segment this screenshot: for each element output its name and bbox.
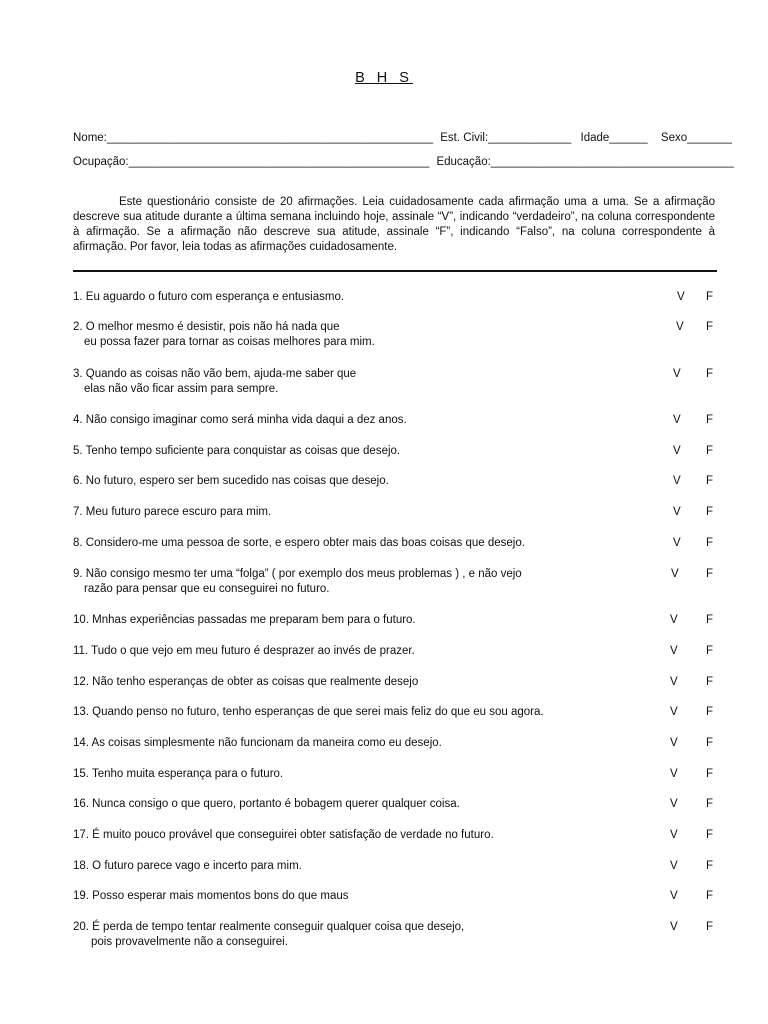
item-statement-line-2: eu possa fazer para tornar as coisas melhores para mim. xyxy=(84,336,375,348)
item-statement-line-1: 19. Posso esperar mais momentos bons do que maus xyxy=(73,890,349,902)
item-statement-line-1: 17. É muito pouco provável que conseguirei obter satisfação de verdade no futuro. xyxy=(73,829,494,841)
item-statement xyxy=(73,367,653,397)
true-option[interactable]: V xyxy=(670,829,678,841)
page-title-text: B H S xyxy=(355,70,413,86)
item-statement xyxy=(73,797,653,812)
item-statement xyxy=(73,859,653,874)
item-statement-line-1: 16. Nunca consigo o que quero, portanto é bobagem querer qualquer coisa. xyxy=(73,798,460,810)
item-statement xyxy=(73,474,653,489)
true-option[interactable]: V xyxy=(670,614,678,626)
true-option[interactable]: V xyxy=(670,768,678,780)
item-statement-line-1: 4. Não consigo imaginar como será minha vida daqui a dez anos. xyxy=(73,414,407,426)
false-option[interactable]: F xyxy=(706,860,714,872)
item-statement xyxy=(73,736,653,751)
false-option[interactable]: F xyxy=(706,506,714,518)
marital-status-field[interactable]: Est. Civil:_____________ xyxy=(440,132,572,144)
true-option[interactable]: V xyxy=(673,506,681,518)
item-statement xyxy=(73,505,653,520)
false-option[interactable]: F xyxy=(706,537,714,549)
true-option[interactable]: V xyxy=(670,860,678,872)
item-statement-line-1: 10. Mnhas experiências passadas me preparam bem para o futuro. xyxy=(73,614,416,626)
true-option[interactable]: V xyxy=(676,321,684,333)
item-statement-line-1: 7. Meu futuro parece escuro para mim. xyxy=(73,506,272,518)
item-statement-line-1: 20. É perda de tempo tentar realmente conseguir qualquer coisa que desejo, xyxy=(73,921,465,933)
item-statement xyxy=(73,675,653,690)
item-statement-line-1: 12. Não tenho esperanças de obter as coisas que realmente desejo xyxy=(73,676,419,688)
item-statement xyxy=(73,705,653,720)
item-statement xyxy=(73,290,653,305)
false-option[interactable]: F xyxy=(706,798,714,810)
item-statement-line-1: 2. O melhor mesmo é desistir, pois não há nada que xyxy=(73,321,340,333)
item-statement xyxy=(73,889,653,904)
item-statement-line-1: 15. Tenho muita esperança para o futuro. xyxy=(73,768,284,780)
personal-info-row-1 xyxy=(73,132,732,144)
item-statement-line-1: 8. Considero-me uma pessoa de sorte, e espero obter mais das boas coisas que desejo. xyxy=(73,537,525,549)
item-statement xyxy=(73,920,653,950)
true-option[interactable]: V xyxy=(670,921,678,933)
false-option[interactable]: F xyxy=(706,445,714,457)
false-option[interactable]: F xyxy=(706,414,714,426)
sex-field[interactable]: Sexo_______ xyxy=(660,132,732,144)
item-statement xyxy=(73,613,653,628)
item-statement xyxy=(73,644,653,659)
false-option[interactable]: F xyxy=(706,921,714,933)
false-option[interactable]: F xyxy=(706,706,714,718)
item-statement-line-1: 14. As coisas simplesmente não funcionam da maneira como eu desejo. xyxy=(73,737,442,749)
false-option[interactable]: F xyxy=(706,291,714,303)
false-option[interactable]: F xyxy=(706,890,714,902)
item-statement-line-1: 18. O futuro parece vago e incerto para mim. xyxy=(73,860,302,872)
true-option[interactable]: V xyxy=(670,706,678,718)
item-statement-line-1: 1. Eu aguardo o futuro com esperança e entusiasmo. xyxy=(73,291,345,303)
education-field[interactable]: Educação:______________________________________ xyxy=(436,156,734,168)
item-statement-line-1: 5. Tenho tempo suficiente para conquistar as coisas que desejo. xyxy=(73,445,401,457)
name-field[interactable]: Nome:___________________________________________________ xyxy=(73,132,434,144)
item-statement xyxy=(73,444,653,459)
item-statement xyxy=(73,413,653,428)
true-option[interactable]: V xyxy=(670,737,678,749)
item-statement-line-2: pois provavelmente não a conseguirei. xyxy=(91,936,288,948)
true-option[interactable]: V xyxy=(671,568,679,580)
true-option[interactable]: V xyxy=(673,445,681,457)
item-statement-line-1: 11. Tudo o que vejo em meu futuro é desprazer ao invés de prazer. xyxy=(73,645,415,657)
page-title xyxy=(0,70,768,86)
item-statement-line-1: 6. No futuro, espero ser bem sucedido nas coisas que desejo. xyxy=(73,475,389,487)
true-option[interactable]: V xyxy=(670,645,678,657)
item-statement xyxy=(73,767,653,782)
true-option[interactable]: V xyxy=(670,798,678,810)
false-option[interactable]: F xyxy=(706,321,714,333)
item-statement xyxy=(73,828,653,843)
true-option[interactable]: V xyxy=(673,368,681,380)
item-statement xyxy=(73,536,653,551)
true-option[interactable]: V xyxy=(677,291,685,303)
item-statement xyxy=(73,567,653,597)
false-option[interactable]: F xyxy=(706,475,714,487)
false-option[interactable]: F xyxy=(706,614,714,626)
occupation-field[interactable]: Ocupação:_______________________________________________ xyxy=(73,156,430,168)
item-statement xyxy=(73,320,653,350)
false-option[interactable]: F xyxy=(706,676,714,688)
false-option[interactable]: F xyxy=(706,368,714,380)
false-option[interactable]: F xyxy=(706,829,714,841)
instructions-paragraph: Este questionário consiste de 20 afirmações. Leia cuidadosamente cada afirmação uma a uma. Se a afirmação descreve sua atitude durante a última semana incluindo hoje, assinale “V”, indicando “verdadeiro”, na coluna correspondente à afirmação. Se a afirmação não descreve sua atitude, assinale “F”, indicando “Falso”, na coluna correspondente à afirmação. Por favor, leia todas as afirmações cuidadosamente. xyxy=(73,196,715,253)
item-statement-line-2: razão para pensar que eu conseguirei no futuro. xyxy=(84,583,330,595)
item-statement-line-1: 13. Quando penso no futuro, tenho esperanças de que serei mais feliz do que eu sou agora. xyxy=(73,706,544,718)
item-statement-line-1: 9. Não consigo mesmo ter uma “folga” ( por exemplo dos meus problemas ) , e não vejo xyxy=(73,568,522,580)
true-option[interactable]: V xyxy=(670,676,678,688)
item-statement-line-1: 3. Quando as coisas não vão bem, ajuda-me saber que xyxy=(73,368,357,380)
true-option[interactable]: V xyxy=(670,890,678,902)
item-statement-line-2: elas não vão ficar assim para sempre. xyxy=(84,383,279,395)
age-field[interactable]: Idade______ xyxy=(580,132,648,144)
personal-info-row-2 xyxy=(73,156,734,168)
true-option[interactable]: V xyxy=(673,414,681,426)
false-option[interactable]: F xyxy=(706,737,714,749)
true-option[interactable]: V xyxy=(673,475,681,487)
false-option[interactable]: F xyxy=(706,645,714,657)
false-option[interactable]: F xyxy=(706,568,714,580)
true-option[interactable]: V xyxy=(673,537,681,549)
false-option[interactable]: F xyxy=(706,768,714,780)
divider-line xyxy=(73,270,717,272)
